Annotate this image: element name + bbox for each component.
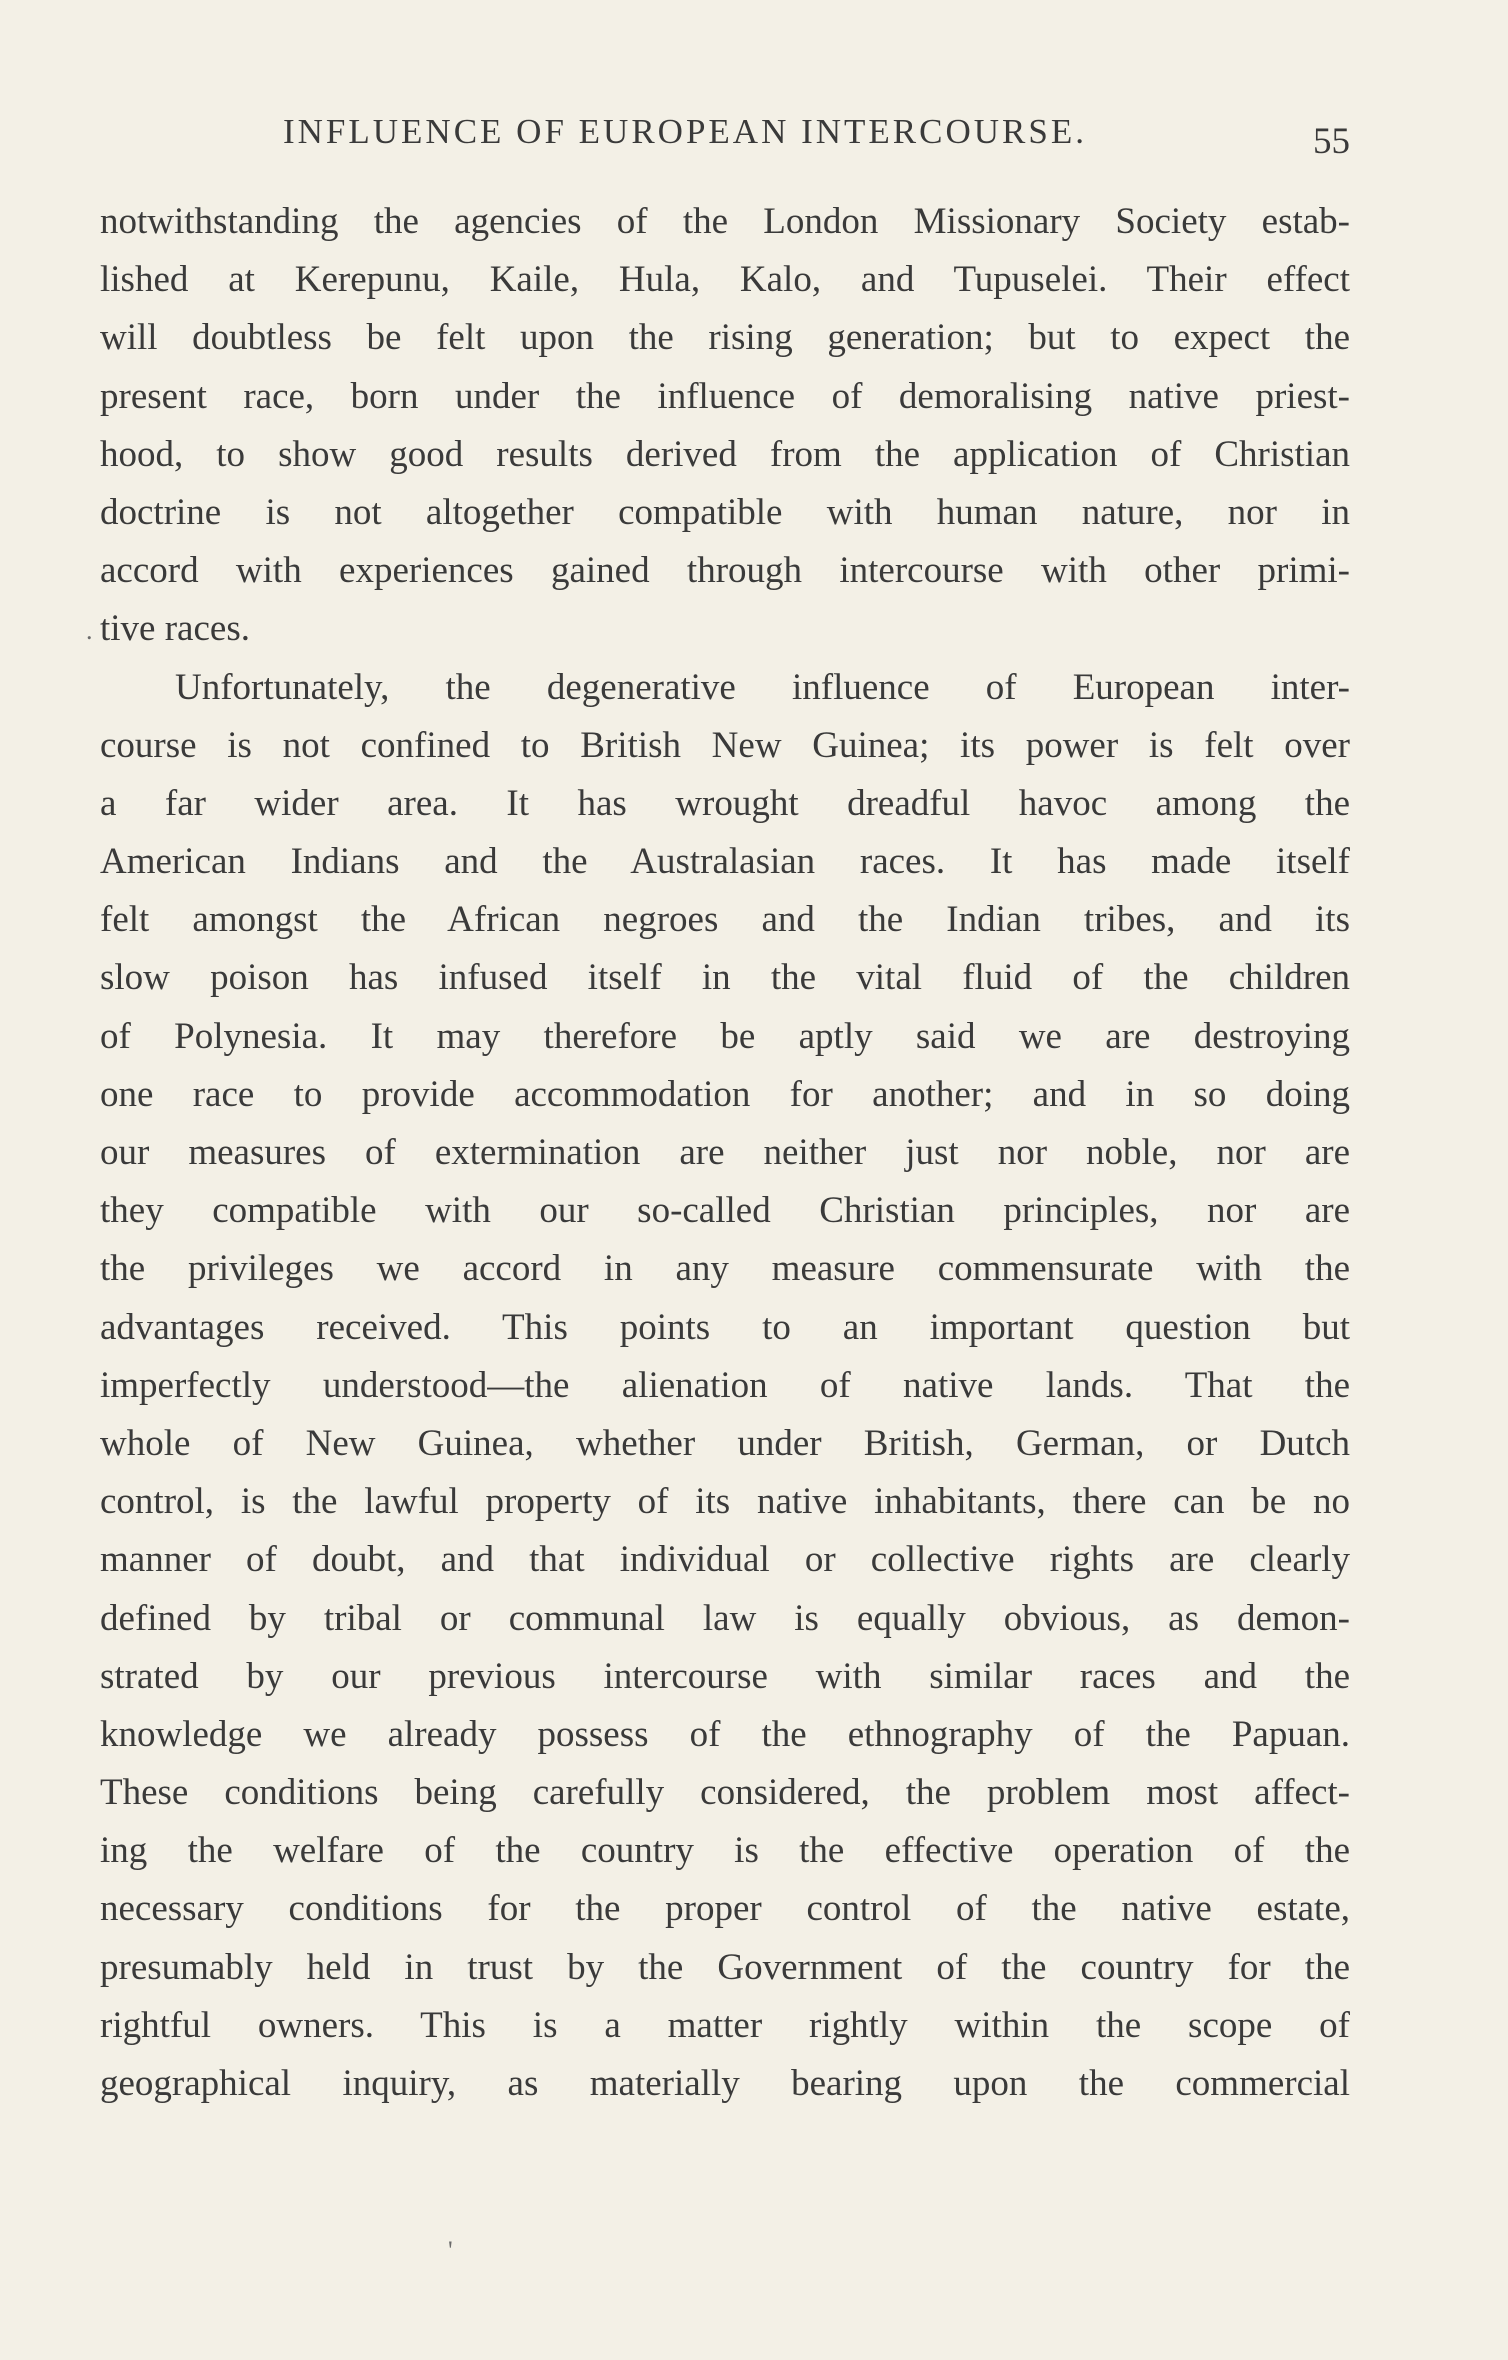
text-line: tive races. xyxy=(100,608,250,650)
text-line: manner of doubt, and that individual or collective rights are clearly xyxy=(100,1539,1350,1581)
page-number: 55 xyxy=(1313,121,1350,162)
body-text xyxy=(100,193,1350,2113)
paragraph-2 xyxy=(100,659,1350,2114)
text-line: necessary conditions for the proper control of the native estate, xyxy=(100,1888,1350,1930)
text-line: felt amongst the African negroes and the Indian tribes, and its xyxy=(100,899,1350,941)
text-line: the privileges we accord in any measure commensurate with the xyxy=(100,1248,1350,1290)
stray-mark: . xyxy=(86,616,93,645)
text-line: These conditions being carefully considered, the problem most affect- xyxy=(100,1772,1350,1814)
text-line: doctrine is not altogether compatible with human nature, nor in xyxy=(100,491,1350,533)
text-line: notwithstanding the agencies of the London Missionary Society estab- xyxy=(100,201,1350,242)
text-line: present race, born under the influence of demoralising native priest- xyxy=(100,375,1350,417)
text-line: will doubtless be felt upon the rising generation; but to expect the xyxy=(100,317,1350,359)
paragraph-1 xyxy=(100,193,1350,659)
text-line: knowledge we already possess of the ethnography of the Papuan. xyxy=(100,1713,1350,1755)
text-line: advantages received. This points to an important question but xyxy=(100,1306,1350,1348)
text-line: whole of New Guinea, whether under British, German, or Dutch xyxy=(100,1422,1350,1464)
text-line: a far wider area. It has wrought dreadful havoc among the xyxy=(100,782,1350,824)
text-line: control, is the lawful property of its native inhabitants, there can be no xyxy=(100,1481,1350,1523)
text-line: rightful owners. This is a matter rightly within the scope of xyxy=(100,2004,1350,2046)
text-line: our measures of extermination are neither just nor noble, nor are xyxy=(100,1132,1350,1173)
text-line: lished at Kerepunu, Kaile, Hula, Kalo, and Tupuselei. Their effect xyxy=(100,259,1350,301)
text-line: American Indians and the Australasian races. It has made itself xyxy=(100,841,1350,883)
text-line: they compatible with our so-called Christian principles, nor are xyxy=(100,1190,1350,1232)
text-line: accord with experiences gained through intercourse with other primi- xyxy=(100,550,1350,592)
text-line: one race to provide accommodation for another; and in so doing xyxy=(100,1073,1350,1115)
text-line: hood, to show good results derived from the application of Christian xyxy=(100,433,1350,475)
stray-mark: ' xyxy=(448,2236,453,2265)
text-line: course is not confined to British New Guinea; its power is felt over xyxy=(100,724,1350,766)
text-line: presumably held in trust by the Government of the country for the xyxy=(100,1946,1350,1988)
text-line: geographical inquiry, as materially bearing upon the commercial xyxy=(100,2063,1350,2104)
text-line: ing the welfare of the country is the effective operation of the xyxy=(100,1830,1350,1872)
running-head xyxy=(100,112,1350,162)
text-line: Unfortunately, the degenerative influence of European inter- xyxy=(175,666,1350,708)
running-title: INFLUENCE OF EUROPEAN INTERCOURSE. xyxy=(283,112,1087,151)
text-line: strated by our previous intercourse with similar races and the xyxy=(100,1655,1350,1697)
text-line: slow poison has infused itself in the vital fluid of the children xyxy=(100,957,1350,999)
text-line: imperfectly understood—the alienation of native lands. That the xyxy=(100,1364,1350,1406)
text-line: of Polynesia. It may therefore be aptly said we are destroying xyxy=(100,1015,1350,1057)
text-line: defined by tribal or communal law is equally obvious, as demon- xyxy=(100,1597,1350,1639)
